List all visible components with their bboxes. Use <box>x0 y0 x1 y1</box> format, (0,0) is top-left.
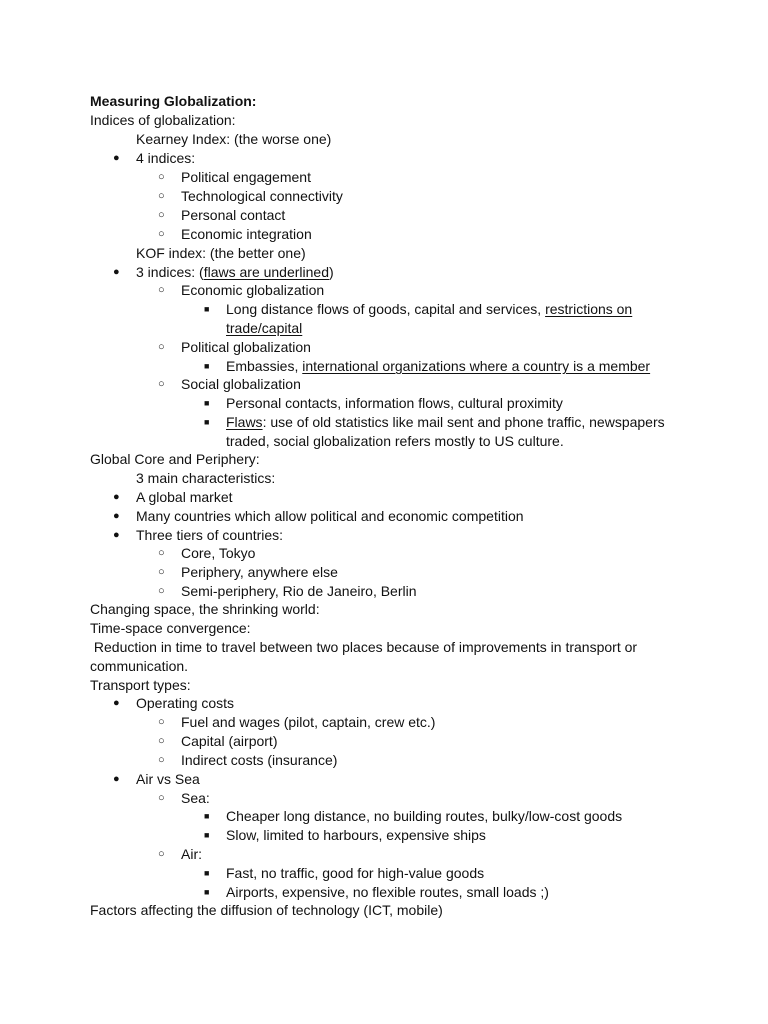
indices-heading: Indices of globalization: <box>90 112 236 128</box>
square-bullet-icon: ■ <box>204 304 210 314</box>
hollow-bullet-icon: ○ <box>158 341 165 353</box>
square-bullet-icon: ■ <box>204 887 210 897</box>
doc-title: Measuring Globalization: <box>90 93 257 109</box>
air-vs-sea: Air vs Sea <box>136 771 200 787</box>
reduction-line-2: communication. <box>90 658 189 674</box>
social-flaws <box>226 413 665 431</box>
list-item: Personal contact <box>181 207 286 223</box>
list-item: Fast, no traffic, good for high-value goods <box>226 865 485 881</box>
social-flaws-underlined: Flaws <box>226 414 263 430</box>
hollow-bullet-icon: ○ <box>158 735 165 747</box>
hollow-bullet-icon: ○ <box>158 585 165 597</box>
hollow-bullet-icon: ○ <box>158 190 165 202</box>
hollow-bullet-icon: ○ <box>158 378 165 390</box>
list-item: Airports, expensive, no flexible routes, small loads ;) <box>226 884 549 900</box>
bullet-icon: ● <box>113 491 120 503</box>
list-item: Cheaper long distance, no building routes, bulky/low-cost goods <box>226 808 623 824</box>
hollow-bullet-icon: ○ <box>158 566 165 578</box>
list-item: A global market <box>136 489 233 505</box>
characteristics-heading: 3 main characteristics: <box>136 470 276 486</box>
hollow-bullet-icon: ○ <box>158 848 165 860</box>
list-item: Many countries which allow political and economic competition <box>136 508 524 524</box>
bullet-icon: ● <box>113 529 120 541</box>
social-globalization: Social globalization <box>181 376 301 392</box>
kof-heading: KOF index: (the better one) <box>136 245 306 261</box>
hollow-bullet-icon: ○ <box>158 284 165 296</box>
kof-indices-underlined: flaws are underlined <box>203 264 329 280</box>
air-label: Air: <box>181 846 202 862</box>
bullet-icon: ● <box>113 266 120 278</box>
economic-detail <box>226 300 632 318</box>
political-detail-underlined: international organizations where a country is a member <box>302 358 651 374</box>
square-bullet-icon: ■ <box>204 811 210 821</box>
kof-indices-prefix: 3 indices: ( <box>136 264 204 280</box>
hollow-bullet-icon: ○ <box>158 171 165 183</box>
list-item: Economic integration <box>181 226 312 242</box>
hollow-bullet-icon: ○ <box>158 209 165 221</box>
economic-globalization: Economic globalization <box>181 282 325 298</box>
square-bullet-icon: ■ <box>204 868 210 878</box>
operating-costs: Operating costs <box>136 695 235 711</box>
kearney-heading: Kearney Index: (the worse one) <box>136 131 332 147</box>
list-item: Indirect costs (insurance) <box>181 752 338 768</box>
list-item: Three tiers of countries: <box>136 527 284 543</box>
kearney-indices-label: 4 indices: <box>136 150 196 166</box>
social-detail: Personal contacts, information flows, cultural proximity <box>226 395 563 411</box>
list-item: Capital (airport) <box>181 733 278 749</box>
political-globalization: Political globalization <box>181 339 311 355</box>
core-heading: Global Core and Periphery: <box>90 451 260 467</box>
square-bullet-icon: ■ <box>204 830 210 840</box>
square-bullet-icon: ■ <box>204 417 210 427</box>
bullet-icon: ● <box>113 510 120 522</box>
kof-indices-label <box>136 263 334 281</box>
square-bullet-icon: ■ <box>204 361 210 371</box>
kof-indices-suffix: ) <box>329 264 334 280</box>
list-item: Semi-periphery, Rio de Janeiro, Berlin <box>181 583 417 599</box>
political-detail-plain: Embassies, <box>226 358 303 374</box>
hollow-bullet-icon: ○ <box>158 792 165 804</box>
changing-space: Changing space, the shrinking world: <box>90 601 320 617</box>
hollow-bullet-icon: ○ <box>158 716 165 728</box>
social-flaws-cont: traded, social globalization refers mostly to US culture. <box>226 433 564 449</box>
political-detail <box>226 357 650 375</box>
sea-label: Sea: <box>181 790 210 806</box>
list-item: Periphery, anywhere else <box>181 564 338 580</box>
square-bullet-icon: ■ <box>204 398 210 408</box>
hollow-bullet-icon: ○ <box>158 228 165 240</box>
time-space: Time-space convergence: <box>90 620 251 636</box>
list-item: Core, Tokyo <box>181 545 256 561</box>
transport-types: Transport types: <box>90 677 191 693</box>
factors-heading: Factors affecting the diffusion of technology (ICT, mobile) <box>90 902 443 918</box>
list-item: Technological connectivity <box>181 188 343 204</box>
bullet-icon: ● <box>113 152 120 164</box>
hollow-bullet-icon: ○ <box>158 547 165 559</box>
bullet-icon: ● <box>113 697 120 709</box>
list-item: Slow, limited to harbours, expensive ships <box>226 827 486 843</box>
economic-detail-underlined: restrictions on <box>545 301 633 317</box>
economic-detail-cont: trade/capital <box>226 320 303 336</box>
bullet-icon: ● <box>113 773 120 785</box>
list-item: Fuel and wages (pilot, captain, crew etc.) <box>181 714 436 730</box>
list-item: Political engagement <box>181 169 311 185</box>
hollow-bullet-icon: ○ <box>158 754 165 766</box>
economic-detail-plain: Long distance flows of goods, capital and services, <box>226 301 546 317</box>
social-flaws-rest: : use of old statistics like mail sent and phone traffic, newspapers <box>262 414 665 430</box>
reduction-line-1: Reduction in time to travel between two places because of improvements in transport or <box>90 639 638 655</box>
